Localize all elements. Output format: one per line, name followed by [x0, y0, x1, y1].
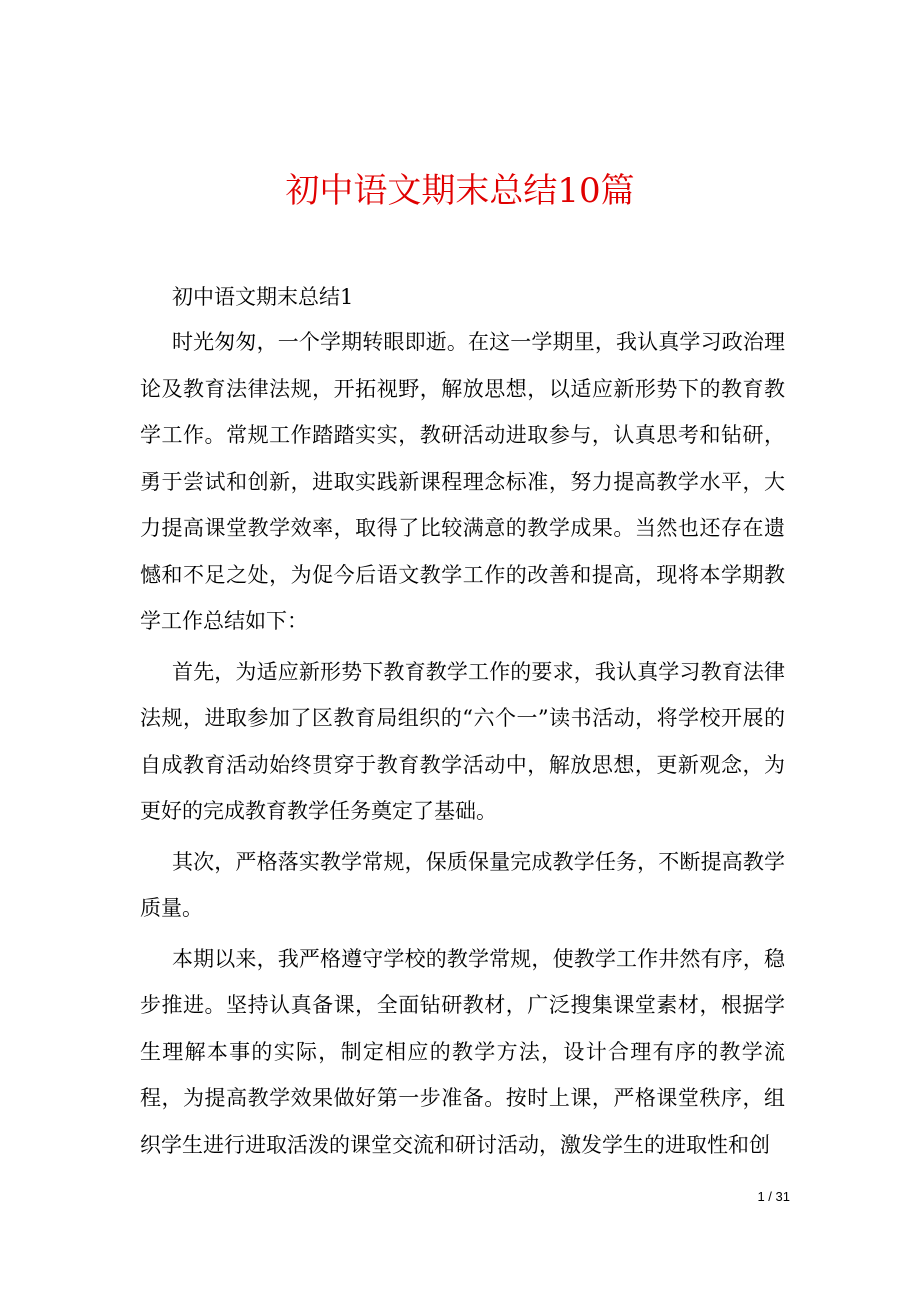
- paragraph-4: 本期以来，我严格遵守学校的教学常规，使教学工作井然有序，稳步推进。坚持认真备课，全面钻研教材，广泛搜集课堂素材，根据学生理解本事的实际，制定相应的教学方法，设计合理有序的教学流程，为提高教学效果做好第一步准备。按时上课，严格课堂秩序，组织学生进行进取活泼的课堂交流和研讨活动，激发学生的进取性和创: [140, 946, 785, 1157]
- paragraph-1: 时光匆匆，一个学期转眼即逝。在这一学期里，我认真学习政治理论及教育法律法规，开拓视野，解放思想，以适应新形势下的教育教学工作。常规工作踏踏实实，教研活动进取参与，认真思考和钻研，勇于尝试和创新，进取实践新课程理念标准，努力提高教学水平，大力提高课堂教学效率，取得了比较满意的教学成果。当然也还存在遗憾和不足之处，为促今后语文教学工作的改善和提高，现将本学期教学工作总结如下：: [140, 330, 785, 633]
- page-number: 1 / 31: [757, 1189, 790, 1204]
- paragraph-3: 其次，严格落实教学常规，保质保量完成教学任务，不断提高教学质量。: [140, 849, 785, 920]
- section-heading: 初中语文期末总结1: [172, 285, 354, 309]
- document-title: 初中语文期末总结10篇: [285, 170, 635, 211]
- paragraph-2: 首先，为适应新形势下教育教学工作的要求，我认真学习教育法律法规，进取参加了区教育局组织的“六个一”读书活动，将学校开展的自成教育活动始终贯穿于教育教学活动中，解放思想，更新观念，为更好的完成教育教学任务奠定了基础。: [140, 659, 785, 823]
- document-body: [140, 275, 785, 1172]
